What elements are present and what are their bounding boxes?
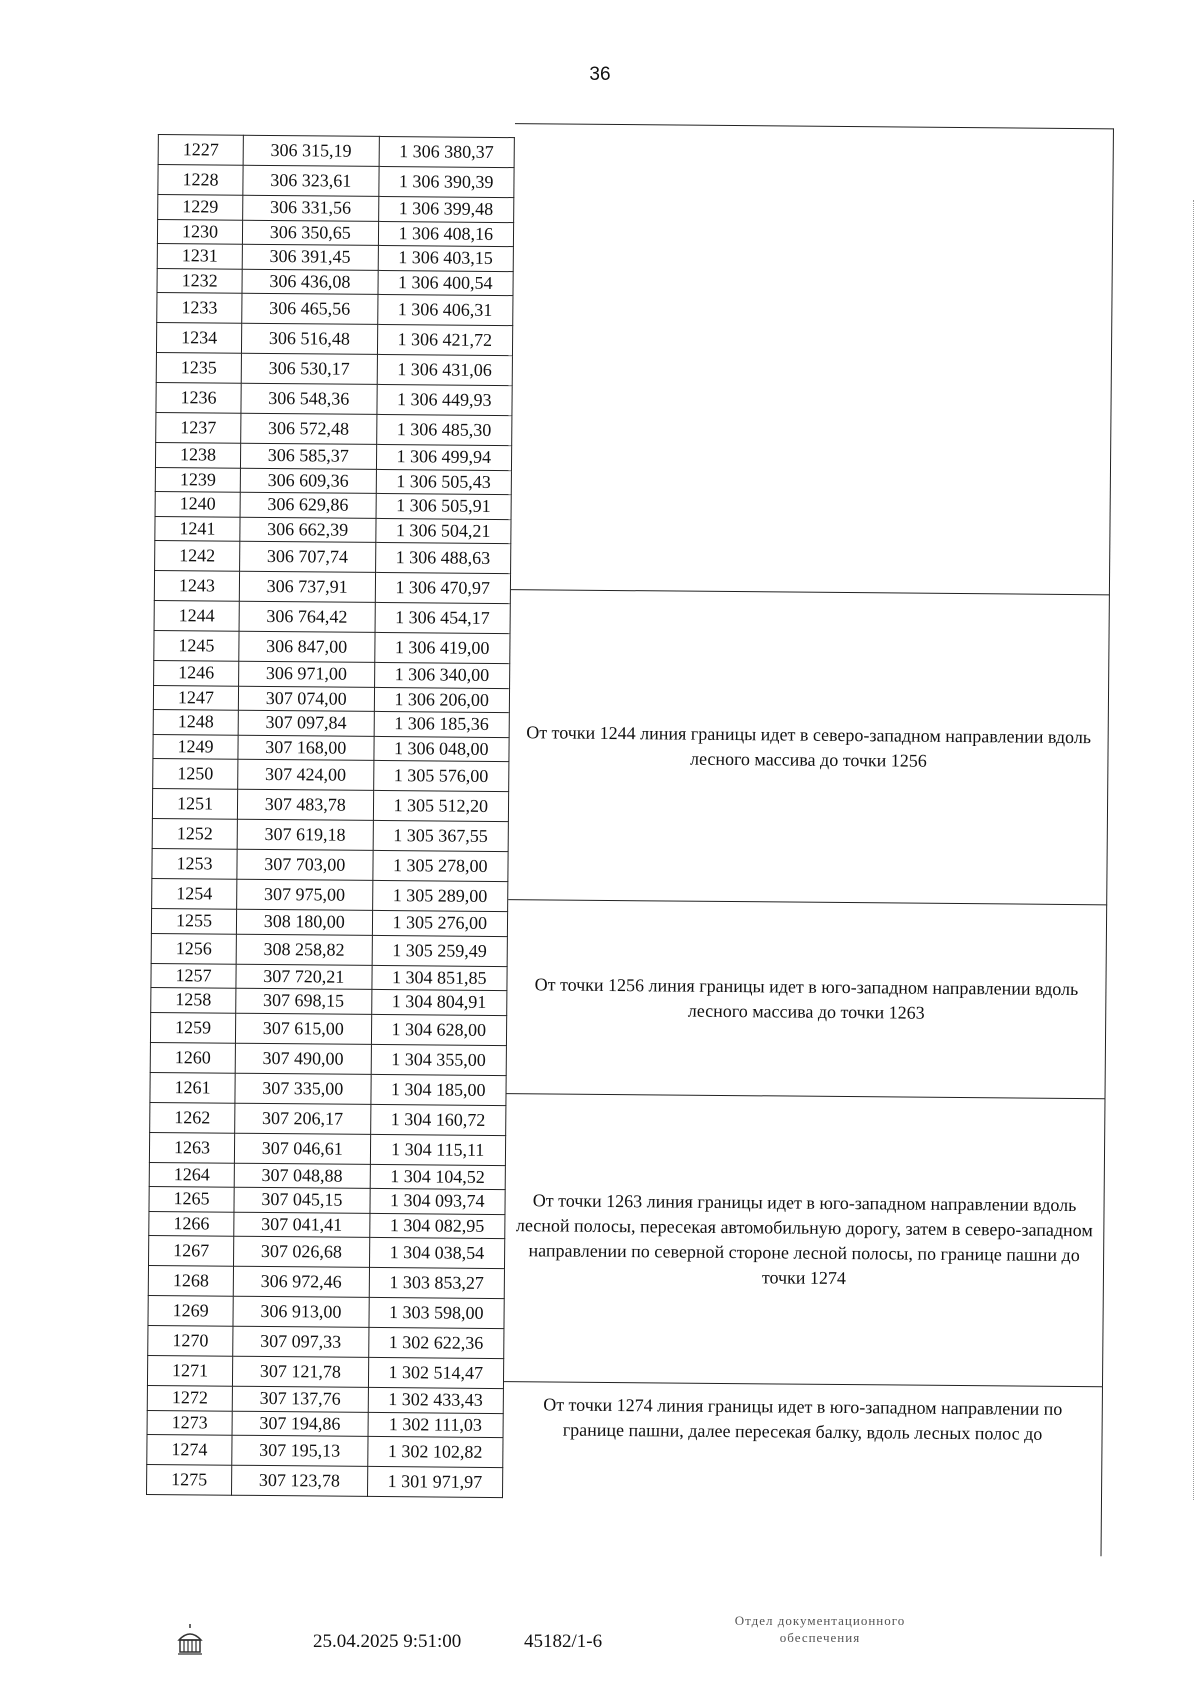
table-row (150, 1072, 506, 1105)
x-coordinate-cell: 307 026,68 (234, 1236, 370, 1267)
y-coordinate-cell: 1 304 093,74 (369, 1188, 505, 1214)
point-number-cell: 1248 (153, 709, 238, 734)
point-number-cell: 1239 (155, 467, 240, 492)
table-row (155, 467, 511, 495)
point-number-cell: 1231 (157, 243, 242, 268)
table-row (150, 1102, 506, 1135)
y-coordinate-cell: 1 305 367,55 (373, 820, 509, 851)
table-row (154, 570, 510, 603)
table-row (152, 818, 508, 851)
point-number-cell: 1251 (152, 788, 237, 819)
point-number-cell: 1229 (158, 195, 243, 220)
x-coordinate-cell: 306 609,36 (240, 468, 376, 494)
y-coordinate-cell: 1 302 111,03 (368, 1412, 504, 1438)
y-coordinate-cell: 1 306 185,36 (374, 711, 510, 737)
y-coordinate-cell: 1 304 104,52 (370, 1164, 506, 1190)
y-coordinate-cell: 1 306 048,00 (373, 736, 509, 762)
y-coordinate-cell: 1 306 390,39 (378, 166, 514, 197)
point-number-cell: 1233 (157, 292, 242, 323)
description-text: От точки 1274 линия границы идет в юго-западном направлении по границе пашни, далее пересекая балку, вдоль лесных полос до (543, 1394, 1063, 1444)
point-number-cell: 1254 (152, 878, 237, 909)
y-coordinate-cell: 1 305 276,00 (372, 910, 508, 936)
x-coordinate-cell: 306 530,17 (241, 353, 377, 384)
y-coordinate-cell: 1 306 421,72 (377, 324, 513, 355)
y-coordinate-cell: 1 305 259,49 (372, 935, 508, 966)
department-stamp (690, 1612, 950, 1646)
x-coordinate-cell: 306 629,86 (240, 492, 376, 518)
point-number-cell: 1253 (152, 848, 237, 879)
table-row (149, 1186, 505, 1214)
point-number-cell: 1228 (158, 165, 243, 196)
x-coordinate-cell: 306 971,00 (239, 661, 375, 687)
y-coordinate-cell: 1 302 433,43 (368, 1387, 504, 1413)
point-number-cell: 1250 (153, 758, 238, 789)
table-row (154, 600, 510, 633)
x-coordinate-cell: 307 041,41 (234, 1212, 370, 1238)
description-text: От точки 1256 линия границы идет в юго-западном направлении вдоль лесного массива до точки 1263 (534, 973, 1079, 1023)
y-coordinate-cell: 1 306 408,16 (378, 221, 514, 247)
y-coordinate-cell: 1 306 505,91 (376, 493, 512, 519)
x-coordinate-cell: 307 048,88 (234, 1163, 370, 1189)
x-coordinate-cell: 308 258,82 (236, 934, 372, 965)
x-coordinate-cell: 307 097,33 (233, 1326, 369, 1357)
y-coordinate-cell: 1 304 082,95 (369, 1213, 505, 1239)
table-row (147, 1464, 503, 1497)
x-coordinate-cell: 307 698,15 (236, 988, 372, 1014)
y-coordinate-cell: 1 303 598,00 (368, 1297, 504, 1328)
point-number-cell: 1272 (147, 1385, 232, 1410)
table-row (158, 135, 514, 168)
y-coordinate-cell: 1 302 514,47 (368, 1357, 504, 1388)
footer-document-code: 45182/1-6 (524, 1631, 603, 1652)
y-coordinate-cell: 1 306 485,30 (376, 414, 512, 445)
x-coordinate-cell: 307 615,00 (235, 1013, 371, 1044)
table-row (158, 165, 514, 198)
x-coordinate-cell: 306 847,00 (239, 631, 375, 662)
y-coordinate-cell: 1 306 505,43 (376, 469, 512, 495)
point-number-cell: 1235 (156, 352, 241, 383)
x-coordinate-cell: 307 335,00 (235, 1073, 371, 1104)
table-row (153, 758, 509, 791)
table-row (156, 382, 512, 415)
point-number-cell: 1240 (155, 491, 240, 516)
x-coordinate-cell: 307 195,13 (232, 1435, 368, 1466)
y-coordinate-cell: 1 305 512,20 (373, 790, 509, 821)
table-row (153, 734, 509, 762)
table-row (148, 1295, 504, 1328)
x-coordinate-cell: 306 585,37 (241, 443, 377, 469)
table-row (151, 908, 507, 936)
description-block-3 (507, 899, 1108, 1098)
y-coordinate-cell: 1 306 431,06 (377, 354, 513, 385)
x-coordinate-cell: 306 548,36 (241, 383, 377, 414)
x-coordinate-cell: 306 516,48 (242, 323, 378, 354)
coordinates-table-body (147, 135, 515, 1498)
table-row (153, 709, 509, 737)
description-block-1 (511, 123, 1114, 594)
x-coordinate-cell: 307 123,78 (232, 1465, 368, 1496)
point-number-cell: 1244 (154, 600, 239, 631)
y-coordinate-cell: 1 304 160,72 (370, 1104, 506, 1135)
description-column (503, 123, 1114, 1556)
point-number-cell: 1258 (151, 987, 236, 1012)
table-row (152, 788, 508, 821)
point-number-cell: 1257 (151, 963, 236, 988)
y-coordinate-cell: 1 306 406,31 (377, 294, 513, 325)
x-coordinate-cell: 306 662,39 (240, 517, 376, 543)
x-coordinate-cell: 306 350,65 (242, 220, 378, 246)
table-row (147, 1385, 503, 1413)
y-coordinate-cell: 1 304 038,54 (369, 1237, 505, 1268)
point-number-cell: 1259 (150, 1012, 235, 1043)
x-coordinate-cell: 307 046,61 (234, 1133, 370, 1164)
table-row (149, 1162, 505, 1190)
y-coordinate-cell: 1 304 851,85 (371, 965, 507, 991)
description-block-5 (503, 1381, 1103, 1556)
x-coordinate-cell: 306 331,56 (243, 195, 379, 221)
description-block-2 (508, 589, 1110, 904)
x-coordinate-cell: 307 137,76 (232, 1386, 368, 1412)
x-coordinate-cell: 306 465,56 (242, 293, 378, 324)
y-coordinate-cell: 1 306 499,94 (376, 444, 512, 470)
y-coordinate-cell: 1 302 622,36 (368, 1327, 504, 1358)
point-number-cell: 1264 (149, 1162, 234, 1187)
table-row (148, 1265, 504, 1298)
y-coordinate-cell: 1 305 278,00 (372, 850, 508, 881)
y-coordinate-cell: 1 306 403,15 (378, 245, 514, 271)
table-row (157, 243, 513, 271)
x-coordinate-cell: 307 703,00 (237, 849, 373, 880)
y-coordinate-cell: 1 306 419,00 (374, 632, 510, 663)
y-coordinate-cell: 1 306 488,63 (375, 542, 511, 573)
table-row (152, 878, 508, 911)
x-coordinate-cell: 307 720,21 (236, 964, 372, 990)
y-coordinate-cell: 1 304 628,00 (371, 1014, 507, 1045)
point-number-cell: 1227 (158, 135, 243, 166)
x-coordinate-cell: 306 572,48 (241, 413, 377, 444)
x-coordinate-cell: 307 097,84 (238, 710, 374, 736)
table-row (149, 1132, 505, 1165)
table-row (157, 219, 513, 247)
description-block-4 (504, 1093, 1105, 1386)
point-number-cell: 1234 (156, 322, 241, 353)
table-row (147, 1355, 503, 1388)
page-number: 36 (589, 64, 611, 85)
y-coordinate-cell: 1 304 355,00 (371, 1044, 507, 1075)
y-coordinate-cell: 1 302 102,82 (367, 1436, 503, 1467)
point-number-cell: 1273 (147, 1410, 232, 1435)
table-row (151, 933, 507, 966)
x-coordinate-cell: 307 490,00 (235, 1043, 371, 1074)
table-row (150, 1012, 506, 1045)
y-coordinate-cell: 1 306 380,37 (379, 136, 515, 167)
point-number-cell: 1252 (152, 818, 237, 849)
y-coordinate-cell: 1 304 804,91 (371, 989, 507, 1015)
coordinates-table (146, 134, 515, 1498)
x-coordinate-cell: 307 619,18 (237, 819, 373, 850)
table-row (148, 1325, 504, 1358)
point-number-cell: 1230 (157, 219, 242, 244)
point-number-cell: 1266 (149, 1211, 234, 1236)
table-row (158, 195, 514, 223)
point-number-cell: 1260 (150, 1042, 235, 1073)
y-coordinate-cell: 1 306 470,97 (375, 572, 511, 603)
table-row (152, 848, 508, 881)
point-number-cell: 1255 (151, 908, 236, 933)
point-number-cell: 1236 (156, 382, 241, 413)
point-number-cell: 1232 (157, 268, 242, 293)
y-coordinate-cell: 1 306 206,00 (374, 687, 510, 713)
x-coordinate-cell: 307 206,17 (235, 1103, 371, 1134)
point-number-cell: 1275 (147, 1464, 232, 1495)
y-coordinate-cell: 1 306 399,48 (378, 196, 514, 222)
table-row (155, 516, 511, 544)
point-number-cell: 1238 (155, 442, 240, 467)
x-coordinate-cell: 306 323,61 (243, 165, 379, 196)
x-coordinate-cell: 306 315,19 (243, 135, 379, 166)
point-number-cell: 1237 (156, 412, 241, 443)
table-row (150, 1042, 506, 1075)
y-coordinate-cell: 1 305 289,00 (372, 880, 508, 911)
building-logo-icon (175, 1622, 205, 1658)
y-coordinate-cell: 1 304 115,11 (370, 1134, 506, 1165)
table-row (154, 630, 510, 663)
table-row (156, 352, 512, 385)
table-row (155, 491, 511, 519)
table-row (155, 442, 511, 470)
stamp-line-1: Отдел документационного (734, 1613, 906, 1628)
x-coordinate-cell: 307 074,00 (238, 686, 374, 712)
table-row (147, 1434, 503, 1467)
point-number-cell: 1268 (148, 1265, 233, 1296)
point-number-cell: 1267 (149, 1235, 234, 1266)
y-coordinate-cell: 1 306 340,00 (374, 662, 510, 688)
point-number-cell: 1269 (148, 1295, 233, 1326)
y-coordinate-cell: 1 306 454,17 (375, 602, 511, 633)
table-row (155, 540, 511, 573)
x-coordinate-cell: 307 483,78 (237, 789, 373, 820)
point-number-cell: 1245 (154, 630, 239, 661)
y-coordinate-cell: 1 303 853,27 (369, 1267, 505, 1298)
table-row (153, 685, 509, 713)
point-number-cell: 1270 (148, 1325, 233, 1356)
x-coordinate-cell: 307 424,00 (238, 759, 374, 790)
point-number-cell: 1246 (154, 660, 239, 685)
point-number-cell: 1262 (150, 1102, 235, 1133)
x-coordinate-cell: 308 180,00 (236, 909, 372, 935)
table-row (154, 660, 510, 688)
table-row (149, 1211, 505, 1239)
y-coordinate-cell: 1 306 504,21 (375, 518, 511, 544)
point-number-cell: 1265 (149, 1186, 234, 1211)
x-coordinate-cell: 306 391,45 (242, 244, 378, 270)
x-coordinate-cell: 307 168,00 (238, 735, 374, 761)
point-number-cell: 1249 (153, 734, 238, 759)
table-row (156, 322, 512, 355)
scan-edge-marks (1191, 200, 1194, 1500)
x-coordinate-cell: 307 975,00 (237, 879, 373, 910)
point-number-cell: 1274 (147, 1434, 232, 1465)
point-number-cell: 1247 (153, 685, 238, 710)
y-coordinate-cell: 1 306 400,54 (378, 270, 514, 296)
point-number-cell: 1256 (151, 933, 236, 964)
x-coordinate-cell: 306 737,91 (239, 571, 375, 602)
x-coordinate-cell: 306 436,08 (242, 269, 378, 295)
table-row (151, 987, 507, 1015)
y-coordinate-cell: 1 304 185,00 (370, 1074, 506, 1105)
point-number-cell: 1263 (149, 1132, 234, 1163)
point-number-cell: 1242 (155, 540, 240, 571)
table-row (156, 412, 512, 445)
x-coordinate-cell: 307 121,78 (233, 1356, 369, 1387)
stamp-line-2: обеспечения (779, 1630, 861, 1645)
description-text: От точки 1263 линия границы идет в юго-западном направлении вдоль лесной полосы, пересекая автомобильную дорогу, затем в северо-западном направлении по северной стороне лесной полосы, по границе пашни до точки 1274 (515, 1189, 1093, 1288)
x-coordinate-cell: 306 913,00 (233, 1296, 369, 1327)
y-coordinate-cell: 1 305 576,00 (373, 760, 509, 791)
table-row (147, 1410, 503, 1438)
table-row (157, 268, 513, 296)
point-number-cell: 1241 (155, 516, 240, 541)
x-coordinate-cell: 306 972,46 (233, 1266, 369, 1297)
point-number-cell: 1243 (154, 570, 239, 601)
point-number-cell: 1271 (147, 1355, 232, 1386)
x-coordinate-cell: 307 194,86 (232, 1411, 368, 1437)
table-row (151, 963, 507, 991)
description-text: От точки 1244 линия границы идет в северо-западном направлении вдоль лесного массива до точки 1256 (526, 721, 1092, 771)
x-coordinate-cell: 306 707,74 (240, 541, 376, 572)
x-coordinate-cell: 306 764,42 (239, 601, 375, 632)
y-coordinate-cell: 1 306 449,93 (376, 384, 512, 415)
boundary-coordinates-sheet (146, 120, 1115, 1556)
table-row (149, 1235, 505, 1268)
point-number-cell: 1261 (150, 1072, 235, 1103)
table-row (157, 292, 513, 325)
footer-datetime: 25.04.2025 9:51:00 (313, 1631, 462, 1652)
x-coordinate-cell: 307 045,15 (234, 1187, 370, 1213)
y-coordinate-cell: 1 301 971,97 (367, 1466, 503, 1497)
